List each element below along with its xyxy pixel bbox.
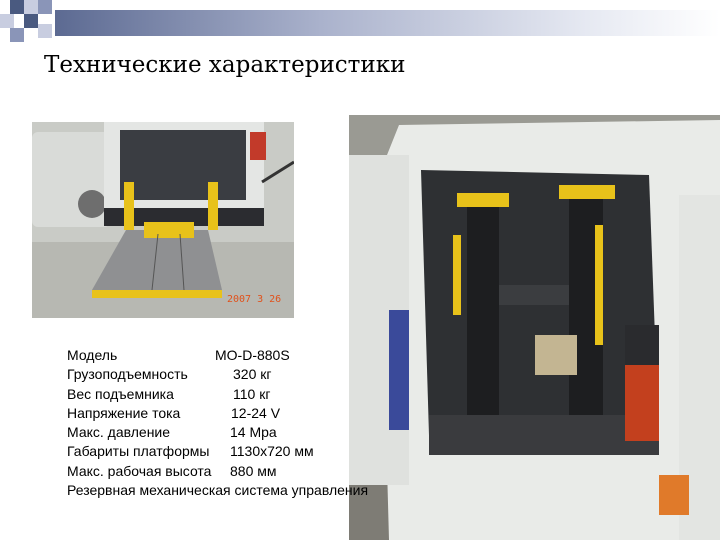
- spec-value: 880 мм: [230, 462, 277, 479]
- decor-square: [38, 0, 52, 14]
- slide-title: Технические характеристики: [44, 52, 406, 78]
- spec-value: 12-24 V: [231, 404, 281, 421]
- spec-label: Макс. рабочая высота: [67, 462, 212, 479]
- spec-value: 320 кг: [233, 366, 272, 383]
- spec-label: Грузоподъемность: [67, 366, 188, 383]
- decor-square: [38, 24, 52, 38]
- decor-square: [24, 0, 38, 14]
- spec-label: Модель: [67, 347, 118, 363]
- spec-label: Макс. давление: [67, 424, 171, 441]
- spec-value: 14 Mpa: [230, 424, 277, 441]
- decor-square: [0, 14, 14, 28]
- photo-date-stamp: 2007 3 26: [227, 294, 282, 305]
- spec-label: Напряжение тока: [67, 404, 181, 421]
- spec-label: Вес подъемника: [67, 385, 174, 402]
- decor-square: [10, 28, 24, 42]
- lift-photo-right: [349, 115, 720, 540]
- spec-label: Резервная механическая система управления: [67, 482, 369, 499]
- lift-photo-left: [32, 122, 294, 318]
- decor-square: [10, 0, 24, 14]
- spec-value: 1130x720 мм: [230, 443, 314, 460]
- spec-label: Габариты платформы: [67, 443, 210, 460]
- decor-square: [24, 14, 38, 28]
- spec-value: 110 кг: [233, 385, 271, 402]
- header-bar: [55, 10, 720, 36]
- spec-value: MO-D-880S: [215, 347, 290, 363]
